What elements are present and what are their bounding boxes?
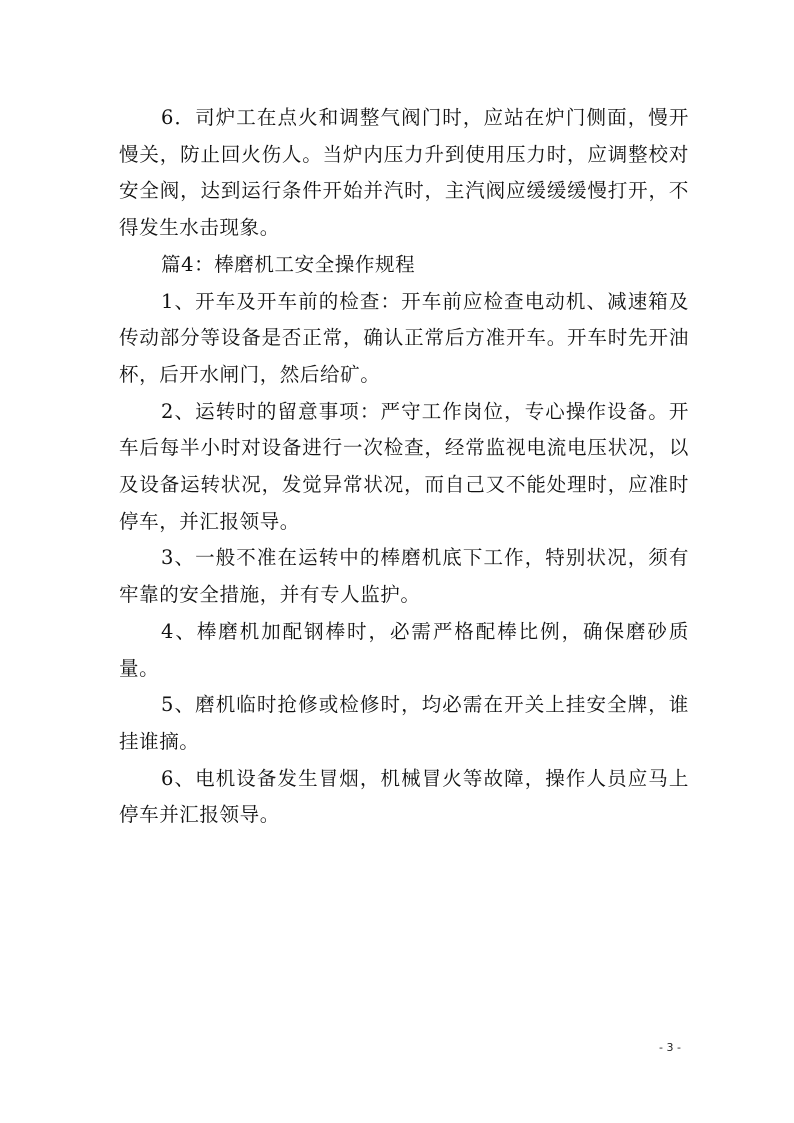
- paragraph-maintenance-sign: 5、磨机临时抢修或检修时，均必需在开关上挂安全牌，谁挂谁摘。: [119, 693, 689, 753]
- paragraph-emergency-stop: 6、电机设备发生冒烟，机械冒火等故障，操作人员应马上停车并汇报领导。: [119, 766, 689, 827]
- section-heading: 篇4：棒磨机工安全操作规程: [161, 252, 416, 276]
- paragraph-rod-ratio: 4、棒磨机加配钢棒时，必需严格配棒比例，确保磨砂质量。: [119, 619, 689, 680]
- document-body: [119, 100, 689, 834]
- paragraph-operation-notes: 2、运转时的留意事项：严守工作岗位，专心操作设备。开车后每半小时对设备进行一次检查，经常监视电流电压状况，以及设备运转状况，发觉异常状况，而自己又不能处理时，应准时停车，并汇报领导。: [119, 399, 689, 533]
- paragraph-startup-check: 1、开车及开车前的检查：开车前应检查电动机、减速箱及传动部分等设备是否正常，确认正常后方准开车。开车时先开油杯，后开水闸门，然后给矿。: [119, 289, 689, 386]
- paragraph-no-work-under-mill: 3、一般不准在运转中的棒磨机底下工作，特别状况，须有牢靠的安全措施，并有专人监护。: [119, 546, 689, 607]
- page-number: - 3 -: [659, 1041, 681, 1054]
- paragraph-boiler-valve: 6．司炉工在点火和调整气阀门时，应站在炉门侧面，慢开慢关，防止回火伤人。当炉内压力升到使用压力时，应调整校对安全阀，达到运行条件开始并汽时，主汽阀应缓缓缓慢打开，不得发生水击现象。: [119, 106, 689, 240]
